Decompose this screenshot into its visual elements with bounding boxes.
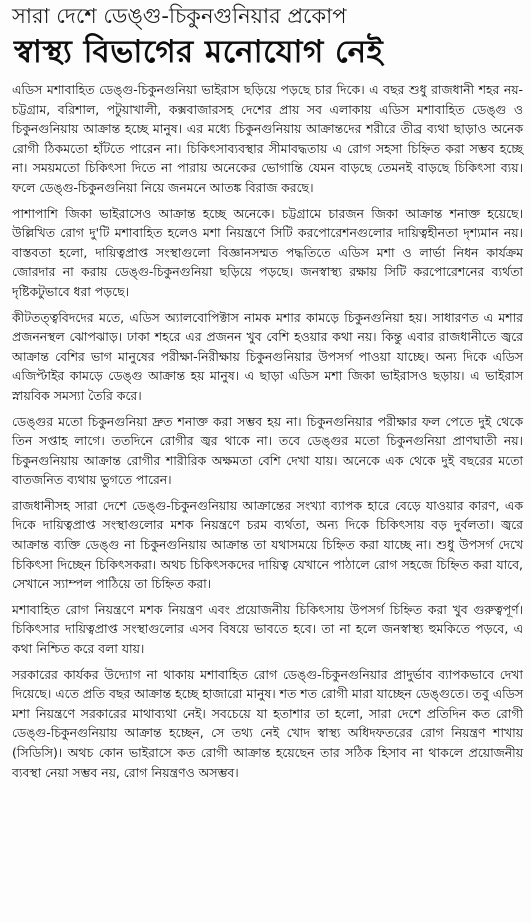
- article-headline: স্বাস্থ্য বিভাগের মনোযোগ নেই: [14, 34, 384, 70]
- article-paragraph: এডিস মশাবাহিত ডেঙ্গু-চিকুনগুনিয়া ভাইরাস ছড়িয়ে পড়ছে চার দিকে। এ বছর শুধু রাজধানী শহর নয়- চট্টগ্রাম, বরিশাল, পটুয়াখালী, কক্সবাজারসহ দেশের প্রায় সব এলাকায় এডিস মশাবাহিত ডেঙ্গু ও চিকুনগুনিয়ায় আক্রান্ত হচ্ছে মানুষ। এর মধ্যে চিকুনগুনিয়ায় আক্রান্তদের শরীরে তীব্র ব্যথা ছাড়াও অনেক রোগী ঠিকমতো হাঁটতে পারেন না। চিকিৎসাব্যবস্থার সীমাবদ্ধতায় এ রোগ সহসা চিহ্নিত করা সম্ভব হচ্ছে না। সময়মতো চিকিৎসা দিতে না পারায় অনেকের ভোগান্তি যেমন বাড়ছে তেমনই বাড়ছে চিকিৎসা ব্যয়। ফলে ডেঙ্গু-চিকুনগুনিয়া নিয়ে জনমনে আতঙ্ক বিরাজ করছে।: [12, 82, 523, 195]
- article-paragraph: কীটতত্ত্ববিদদের মতে, এডিস অ্যালবোপিক্টাস নামক মশার কামড়ে চিকুনগুনিয়া হয়। সাধারণত এ মশার প্রজননস্থল ঝোপঝাড়। ঢাকা শহরে এর প্রজনন খুব বেশি হওয়ার কথা নয়। কিন্তু এবার রাজধানীতে জ্বরে আক্রান্ত বেশির ভাগ মানুষের পরীক্ষা-নিরীক্ষায় চিকুনগুনিয়ার উপসর্গ পাওয়া যাচ্ছে। অন্য দিকে এডিস এজিপ্টাইর কামড়ে ডেঙ্গু আক্রান্ত হয় মানুষ। এ ছাড়া এডিস মশা জিকা ভাইরাসও ছড়ায়। এ ভাইরাস স্নায়বিক সমস্যা তৈরি করে।: [12, 309, 523, 403]
- article-paragraph: মশাবাহিত রোগ নিয়ন্ত্রণে মশক নিয়ন্ত্রণ এবং প্রয়োজনীয় চিকিৎসায় উপসর্গ চিহ্নিত করা খুব গুরুত্বপূর্ণ। চিকিৎসার দায়িত্বপ্রাপ্ত সংস্থাগুলোর এসব বিষয়ে ভাবতে হবে। তা না হলে জনস্বাস্থ্য হুমকিতে পড়বে, এ কথা নিশ্চিত করে বলা যায়।: [12, 601, 523, 657]
- article-paragraph: সরকারের কার্যকর উদ্যোগ না থাকায় মশাবাহিত রোগ ডেঙ্গু-চিকুনগুনিয়ার প্রাদুর্ভাব ব্যাপকভাবে দেখা দিয়েছে। এতে প্রতি বছর আক্রান্ত হচ্ছে হাজারো মানুষ। শত শত রোগী মারা যাচ্ছেন ডেঙ্গুতে। তবু এডিস মশা নিয়ন্ত্রণে সরকারের মাথাব্যথা নেই। সবচেয়ে যা হতাশার তা হলো, সারা দেশে প্রতিদিন কত রোগী ডেঙ্গু-চিকুনগুনিয়ায় আক্রান্ত হচ্ছেন, সে তথ্য নেই খোদ স্বাস্থ্য অধিদফতরের রোগ নিয়ন্ত্রণ শাখায় (সিডিসি)। অথচ কোন ভাইরাসে কত রোগী আক্রান্ত হয়েছেন তার সঠিক হিসাব না থাকলে প্রয়োজনীয় ব্যবস্থা নেয়া সম্ভব নয়, রোগ নিয়ন্ত্রণও অসম্ভব।: [12, 666, 523, 780]
- article-paragraph: পাশাপাশি জিকা ভাইরাসেও আক্রান্ত হচ্ছে অনেকে। চট্টগ্রামে চারজন জিকা আক্রান্ত শনাক্ত হয়েছে। উল্লিখিত রোগ দু'টি মশাবাহিত হলেও মশা নিয়ন্ত্রণে সিটি করপোরেশনগুলোর দায়িত্বহীনতা দৃশ্যমান নয়। বাস্তবতা হলো, দায়িত্বপ্রাপ্ত সংস্থাগুলো বিজ্ঞানসম্মত পদ্ধতিতে এডিস মশা ও লার্ভা নিধন কার্যক্রম জোরদার না করায় ডেঙ্গু-চিকুনগুনিয়া ছড়িয়ে পড়ছে। জনস্বাস্থ্য রক্ষায় সিটি করপোরেশনের ব্যর্থতা দৃষ্টিকটুভাবে ধরা পড়ছে।: [12, 205, 523, 299]
- article-paragraph: রাজধানীসহ সারা দেশে ডেঙ্গু-চিকুনগুনিয়ায় আক্রান্তের সংখ্যা ব্যাপক হারে বেড়ে যাওয়ার কারণ, এক দিকে দায়িত্বপ্রাপ্ত সংস্থাগুলোর মশক নিয়ন্ত্রণে চরম ব্যর্থতা, অন্য দিকে চিকিৎসায় বড় দুর্বলতা। জ্বরে আক্রান্ত ব্যক্তি ডেঙ্গু না চিকুনগুনিয়ায় আক্রান্ত তা যথাসময়ে চিহ্নিত করা যাচ্ছে না। শুধু উপসর্গ দেখে চিকিৎসা দিচ্ছেন চিকিৎসকরা। অথচ চিকিৎসকদের দায়িত্ব যেখানে পাঠালে রোগ সহজে চিহ্নিত করা যাবে, সেখানে স্যাম্পল পাঠিয়ে তা চিহ্নিত করা।: [12, 497, 523, 592]
- article-body: [12, 80, 523, 782]
- article-kicker: সারা দেশে ডেঙ্গু-চিকুনগুনিয়ার প্রকোপ: [12, 4, 347, 28]
- article-paragraph: ডেঙ্গুর মতো চিকুনগুনিয়া দ্রুত শনাক্ত করা সম্ভব হয় না। চিকুনগুনিয়ার পরীক্ষার ফল পেতে দুই থেকে তিন সপ্তাহ লাগে। ততদিনে রোগীর জ্বর থাকে না। তবে ডেঙ্গুর মতো চিকুনগুনিয়া প্রাণঘাতী নয়। চিকুনগুনিয়ায় আক্রান্ত রোগীর শারীরিক অক্ষমতা বেশি দেখা যায়। অনেকে এক থেকে দুই বছরের মতো বাতজনিত ব্যথায় ভুগতে পারেন।: [12, 413, 523, 488]
